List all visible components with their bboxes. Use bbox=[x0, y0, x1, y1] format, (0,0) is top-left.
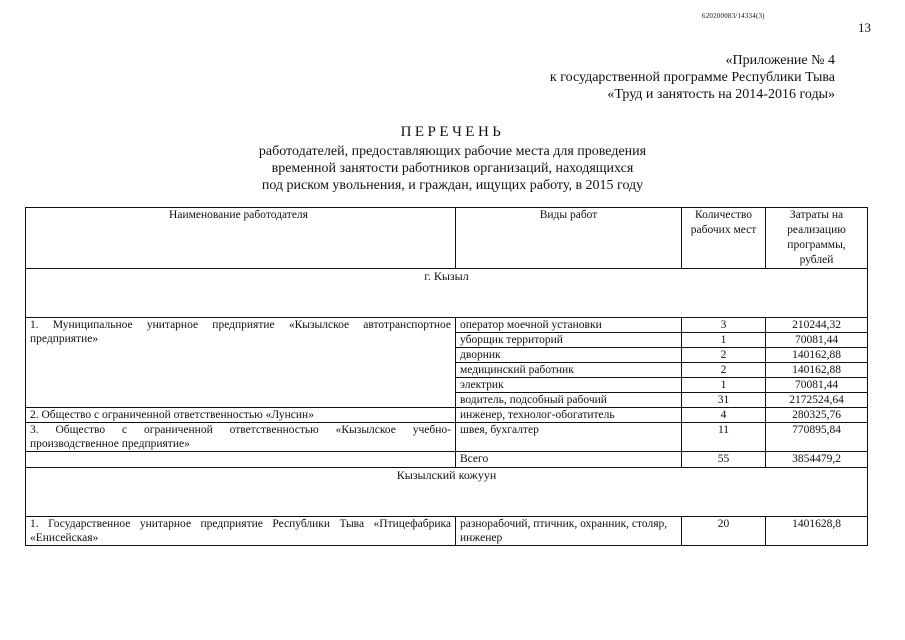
employer-cell: 1. Государственное унитарное предприятие Республики Тыва «Птицефабрика «Енисейская» bbox=[26, 517, 456, 546]
places-cell: 4 bbox=[682, 408, 766, 423]
employer-cell: 1. Муниципальное унитарное предприятие «Кызылское автотранспортное предприятие» bbox=[26, 318, 456, 408]
section-kyzyl: г. Кызыл bbox=[26, 269, 868, 318]
cost-cell: 70081,44 bbox=[766, 333, 868, 348]
work-cell: инженер, технолог-обогатитель bbox=[456, 408, 682, 423]
section-row bbox=[26, 468, 868, 517]
places-cell: 2 bbox=[682, 348, 766, 363]
cost-cell: 140162,88 bbox=[766, 363, 868, 378]
section-kyzyl-kozhuun: Кызылский кожуун bbox=[26, 468, 868, 517]
cost-cell: 2172524,64 bbox=[766, 393, 868, 408]
cost-cell: 770895,84 bbox=[766, 423, 868, 452]
page-subtitle bbox=[0, 143, 905, 194]
total-label: Всего bbox=[456, 452, 682, 468]
employer-cell: 2. Общество с ограниченной ответственностью «Лунсин» bbox=[26, 408, 456, 423]
table-row bbox=[26, 318, 868, 333]
page-title: ПЕРЕЧЕНЬ bbox=[400, 124, 505, 140]
header-places: Количество рабочих мест bbox=[682, 208, 766, 269]
work-cell: швея, бухгалтер bbox=[456, 423, 682, 452]
places-cell: 3 bbox=[682, 318, 766, 333]
cost-cell: 280325,76 bbox=[766, 408, 868, 423]
employers-table bbox=[25, 207, 868, 546]
total-places: 55 bbox=[682, 452, 766, 468]
table-row bbox=[26, 517, 868, 546]
header-employer: Наименование работодателя bbox=[26, 208, 456, 269]
work-cell: оператор моечной установки bbox=[456, 318, 682, 333]
page-number: 13 bbox=[858, 20, 871, 35]
table-row bbox=[26, 408, 868, 423]
total-row bbox=[26, 452, 868, 468]
table-row bbox=[26, 423, 868, 452]
appendix-line-2: к государственной программе Республики Тыва bbox=[549, 70, 835, 85]
subtitle-line-3: под риском увольнения, и граждан, ищущих работу, в 2015 году bbox=[261, 178, 644, 193]
appendix-reference bbox=[455, 52, 835, 103]
work-cell: электрик bbox=[456, 378, 682, 393]
cost-cell: 1401628,8 bbox=[766, 517, 868, 546]
subtitle-line-2: временной занятости работников организаций, находящихся bbox=[271, 161, 634, 176]
appendix-line-1: «Приложение № 4 bbox=[725, 53, 835, 68]
table-header-row bbox=[26, 208, 868, 269]
subtitle-line-1: работодателей, предоставляющих рабочие места для проведения bbox=[258, 144, 647, 159]
places-cell: 31 bbox=[682, 393, 766, 408]
cost-cell: 210244,32 bbox=[766, 318, 868, 333]
empty-cell bbox=[26, 452, 456, 468]
work-cell: уборщик территорий bbox=[456, 333, 682, 348]
cost-cell: 140162,88 bbox=[766, 348, 868, 363]
appendix-line-3: «Труд и занятость на 2014-2016 годы» bbox=[607, 87, 835, 102]
header-work-types: Виды работ bbox=[456, 208, 682, 269]
places-cell: 2 bbox=[682, 363, 766, 378]
work-cell: водитель, подсобный рабочий bbox=[456, 393, 682, 408]
work-cell: разнорабочий, птичник, охранник, столяр, инженер bbox=[456, 517, 682, 546]
places-cell: 1 bbox=[682, 378, 766, 393]
work-cell: дворник bbox=[456, 348, 682, 363]
cost-cell: 70081,44 bbox=[766, 378, 868, 393]
header-costs: Затраты на реализацию программы, рублей bbox=[766, 208, 868, 269]
section-row bbox=[26, 269, 868, 318]
work-cell: медицинский работник bbox=[456, 363, 682, 378]
document-id: 620200083/14334(3) bbox=[702, 12, 765, 20]
employer-cell: 3. Общество с ограниченной ответственностью «Кызылское учебно-производственное предприятие» bbox=[26, 423, 456, 452]
places-cell: 1 bbox=[682, 333, 766, 348]
places-cell: 20 bbox=[682, 517, 766, 546]
places-cell: 11 bbox=[682, 423, 766, 452]
total-cost: 3854479,2 bbox=[766, 452, 868, 468]
